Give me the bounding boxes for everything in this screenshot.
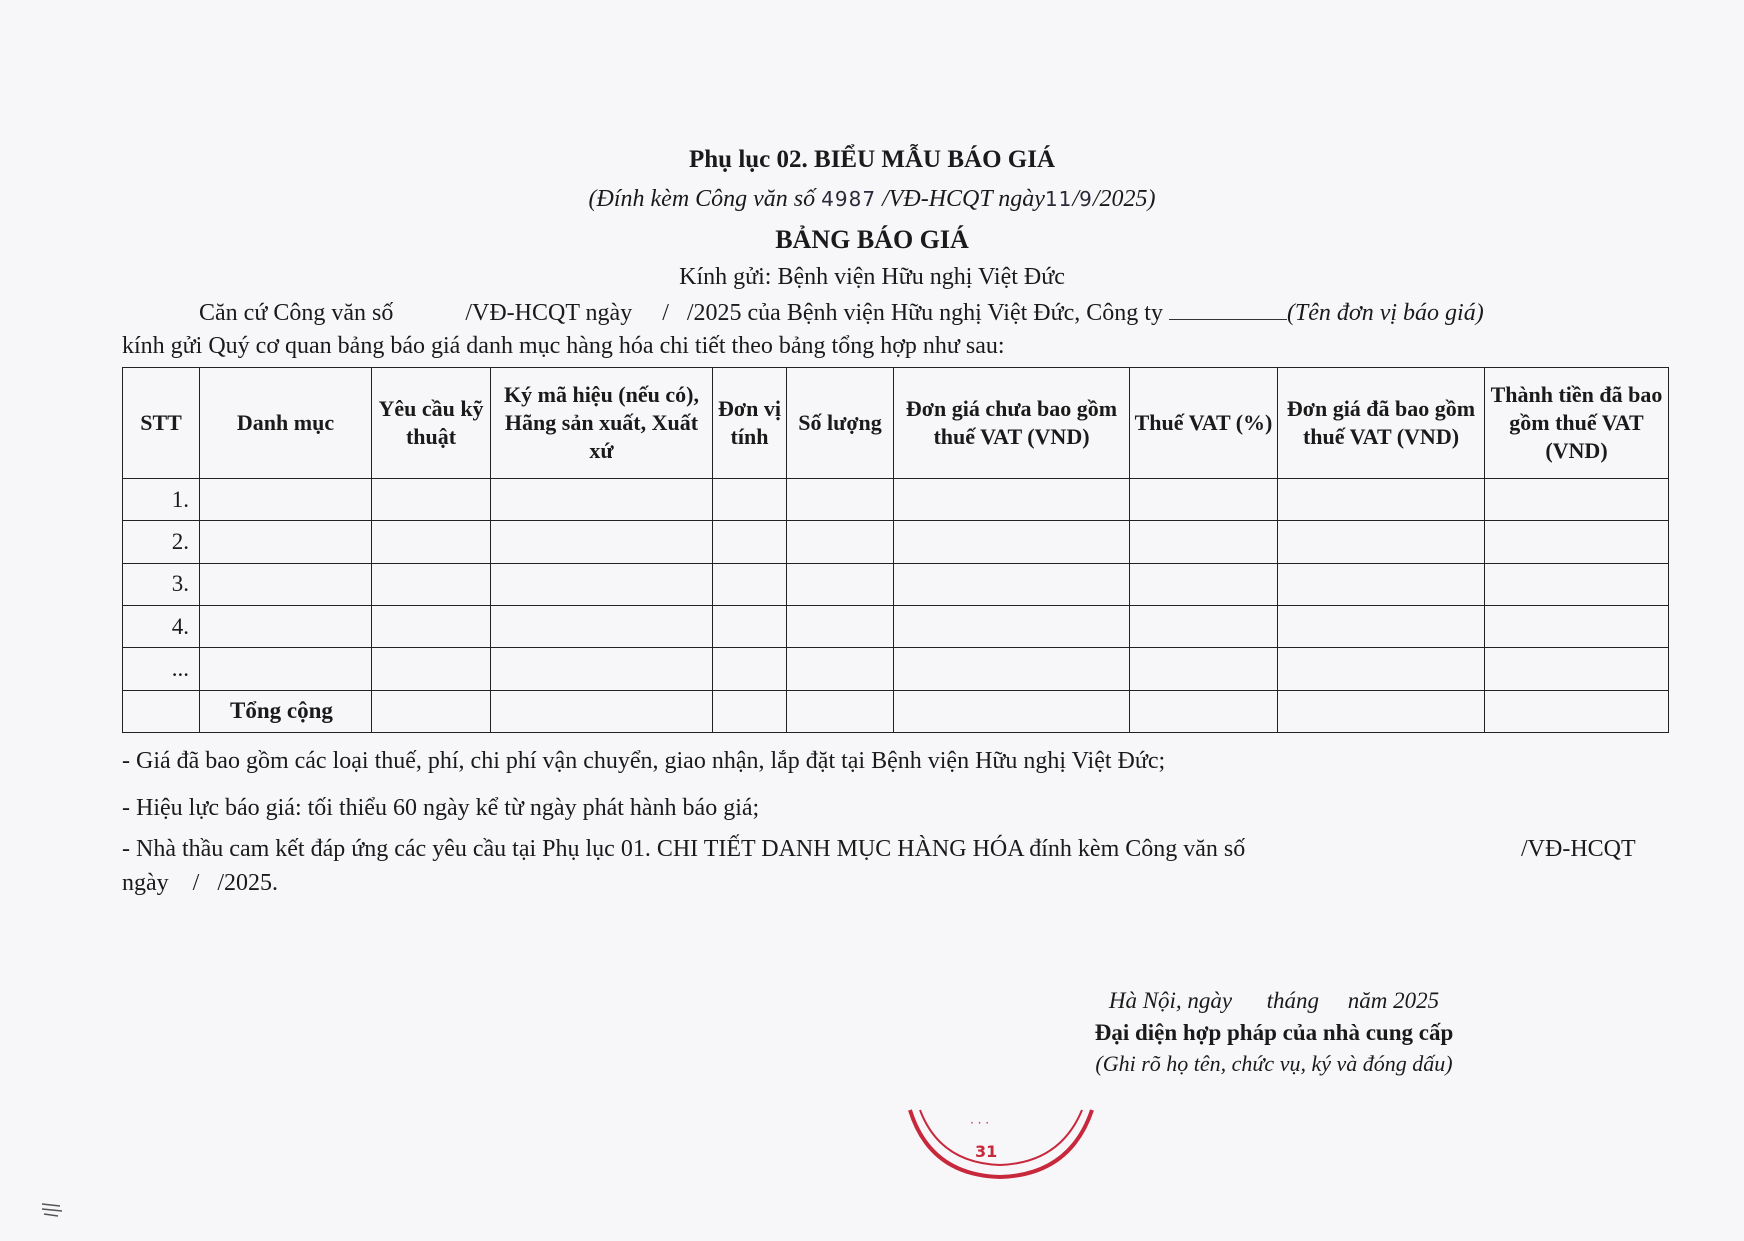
- cell-quantity[interactable]: [787, 521, 894, 563]
- cell-quantity[interactable]: [787, 605, 894, 647]
- total-row-number: [123, 690, 200, 732]
- signature-place-date: Hà Nội, ngày tháng năm 2025: [1108, 988, 1440, 1013]
- cell-item[interactable]: [200, 478, 372, 520]
- table-row: [123, 648, 1669, 690]
- table-row: [123, 605, 1669, 647]
- cell-quantity[interactable]: [787, 648, 894, 690]
- note-commitment-ref: /VĐ-HCQT: [1521, 836, 1636, 862]
- greeting-line: Kính gửi: Bệnh viện Hữu nghị Việt Đức: [679, 264, 1065, 290]
- table-row: [123, 563, 1669, 605]
- cell-model[interactable]: [491, 478, 713, 520]
- cell-spec[interactable]: [372, 605, 491, 647]
- note-price-inclusion: - Giá đã bao gồm các loại thuế, phí, chi phí vận chuyển, giao nhận, lắp đặt tại Bệnh viện Hữu nghị Việt Đức;: [122, 748, 1166, 774]
- attach-text-d: /2025): [1092, 186, 1156, 212]
- table-row: [123, 521, 1669, 563]
- cell-model[interactable]: [491, 690, 713, 732]
- note-commitment: - Nhà thầu cam kết đáp ứng các yêu cầu tại Phụ lục 01. CHI TIẾT DANH MỤC HÀNG HÓA đính kèm Công văn số: [122, 836, 1246, 862]
- cell-price-excl[interactable]: [894, 648, 1130, 690]
- cell-quantity[interactable]: [787, 478, 894, 520]
- cell-unit[interactable]: [713, 605, 787, 647]
- handwritten-month: 9: [1079, 187, 1093, 211]
- cell-unit[interactable]: [713, 563, 787, 605]
- cell-amount[interactable]: [1485, 521, 1669, 563]
- row-number: 1.: [123, 478, 200, 520]
- note-commitment-date: ngày / /2025.: [122, 870, 278, 896]
- cell-spec[interactable]: [372, 521, 491, 563]
- cell-amount[interactable]: [1485, 605, 1669, 647]
- cell-spec[interactable]: [372, 648, 491, 690]
- cell-item[interactable]: [200, 563, 372, 605]
- cell-unit[interactable]: [713, 648, 787, 690]
- cell-amount[interactable]: [1485, 648, 1669, 690]
- row-number: 4.: [123, 605, 200, 647]
- cell-vat[interactable]: [1130, 690, 1278, 732]
- intro-paragraph-line1: [199, 300, 1649, 327]
- svg-text:· · ·: · · ·: [970, 1116, 990, 1130]
- cell-price-excl[interactable]: [894, 563, 1130, 605]
- total-amount-cell[interactable]: [1485, 690, 1669, 732]
- col-vat-rate: Thuế VAT (%): [1130, 368, 1278, 479]
- cell-unit[interactable]: [713, 521, 787, 563]
- col-unit-price-incl-vat: Đơn giá đã bao gồm thuế VAT (VND): [1278, 368, 1485, 479]
- col-unit: Đơn vị tính: [713, 368, 787, 479]
- cell-price-incl[interactable]: [1278, 690, 1485, 732]
- table-total-row: [123, 690, 1669, 732]
- company-placeholder-note: (Tên đơn vị báo giá): [1286, 300, 1484, 326]
- cell-model[interactable]: [491, 521, 713, 563]
- table-row: [123, 478, 1669, 520]
- cell-price-incl[interactable]: [1278, 605, 1485, 647]
- col-stt: STT: [123, 368, 200, 479]
- col-amount-incl-vat: Thành tiền đã bao gồm thuế VAT (VND): [1485, 368, 1669, 479]
- col-model-maker-origin: Ký mã hiệu (nếu có), Hãng sản xuất, Xuất xứ: [491, 368, 713, 479]
- quotation-table: [122, 367, 1669, 733]
- col-unit-price-excl-vat: Đơn giá chưa bao gồm thuế VAT (VND): [894, 368, 1130, 479]
- cell-amount[interactable]: [1485, 563, 1669, 605]
- table-header-row: [123, 368, 1669, 479]
- cell-price-incl[interactable]: [1278, 648, 1485, 690]
- signature-role: Đại diện hợp pháp của nhà cung cấp: [1094, 1020, 1454, 1045]
- col-spec: Yêu cầu kỹ thuật: [372, 368, 491, 479]
- cell-spec[interactable]: [372, 478, 491, 520]
- title-text: BIỂU MẪU BÁO GIÁ: [814, 146, 1056, 173]
- cell-quantity[interactable]: [787, 690, 894, 732]
- row-number: 2.: [123, 521, 200, 563]
- company-blank-line: [1169, 301, 1287, 320]
- stamp-text: 31: [975, 1142, 998, 1161]
- cell-vat[interactable]: [1130, 648, 1278, 690]
- attach-text-a: (Đính kèm Công văn số: [588, 186, 816, 212]
- cell-vat[interactable]: [1130, 563, 1278, 605]
- red-seal-stamp-icon: [900, 1105, 1100, 1195]
- cell-item[interactable]: [200, 521, 372, 563]
- cell-price-excl[interactable]: [894, 605, 1130, 647]
- document-title: [0, 146, 1744, 174]
- signature-instruction: (Ghi rõ họ tên, chức vụ, ký và đóng dấu): [1095, 1051, 1453, 1076]
- handwritten-day: 11: [1044, 187, 1073, 211]
- cell-price-incl[interactable]: [1278, 563, 1485, 605]
- row-number: 3.: [123, 563, 200, 605]
- cell-price-excl[interactable]: [894, 690, 1130, 732]
- cell-vat[interactable]: [1130, 478, 1278, 520]
- cell-quantity[interactable]: [787, 563, 894, 605]
- intro-paragraph-line2: kính gửi Quý cơ quan bảng báo giá danh mục hàng hóa chi tiết theo bảng tổng hợp như sau:: [122, 333, 1005, 359]
- attachment-reference: [0, 186, 1744, 213]
- cell-vat[interactable]: [1130, 521, 1278, 563]
- intro-text: Căn cứ Công văn số /VĐ-HCQT ngày / /2025 của Bệnh viện Hữu nghị Việt Đức, Công ty: [199, 300, 1163, 326]
- note-validity: - Hiệu lực báo giá: tối thiểu 60 ngày kể từ ngày phát hành báo giá;: [122, 795, 760, 821]
- cell-price-excl[interactable]: [894, 521, 1130, 563]
- cell-unit[interactable]: [713, 690, 787, 732]
- attach-slash: /: [1072, 186, 1080, 212]
- scanner-mark-icon: [40, 1200, 70, 1220]
- cell-price-incl[interactable]: [1278, 478, 1485, 520]
- cell-model[interactable]: [491, 648, 713, 690]
- cell-unit[interactable]: [713, 478, 787, 520]
- cell-spec[interactable]: [372, 563, 491, 605]
- attach-text-b: /VĐ-HCQT ngày: [882, 186, 1045, 212]
- row-number: ...: [123, 648, 200, 690]
- cell-model[interactable]: [491, 563, 713, 605]
- cell-model[interactable]: [491, 605, 713, 647]
- cell-item[interactable]: [200, 605, 372, 647]
- cell-price-excl[interactable]: [894, 478, 1130, 520]
- title-prefix: Phụ lục 02.: [688, 146, 808, 173]
- col-item: Danh mục: [200, 368, 372, 479]
- quote-heading: BẢNG BÁO GIÁ: [775, 225, 969, 254]
- handwritten-doc-number: 4987: [821, 187, 877, 211]
- cell-spec[interactable]: [372, 690, 491, 732]
- cell-amount[interactable]: [1485, 478, 1669, 520]
- cell-item[interactable]: [200, 648, 372, 690]
- total-label: Tổng cộng: [200, 690, 372, 732]
- col-quantity: Số lượng: [787, 368, 894, 479]
- cell-price-incl[interactable]: [1278, 521, 1485, 563]
- cell-vat[interactable]: [1130, 605, 1278, 647]
